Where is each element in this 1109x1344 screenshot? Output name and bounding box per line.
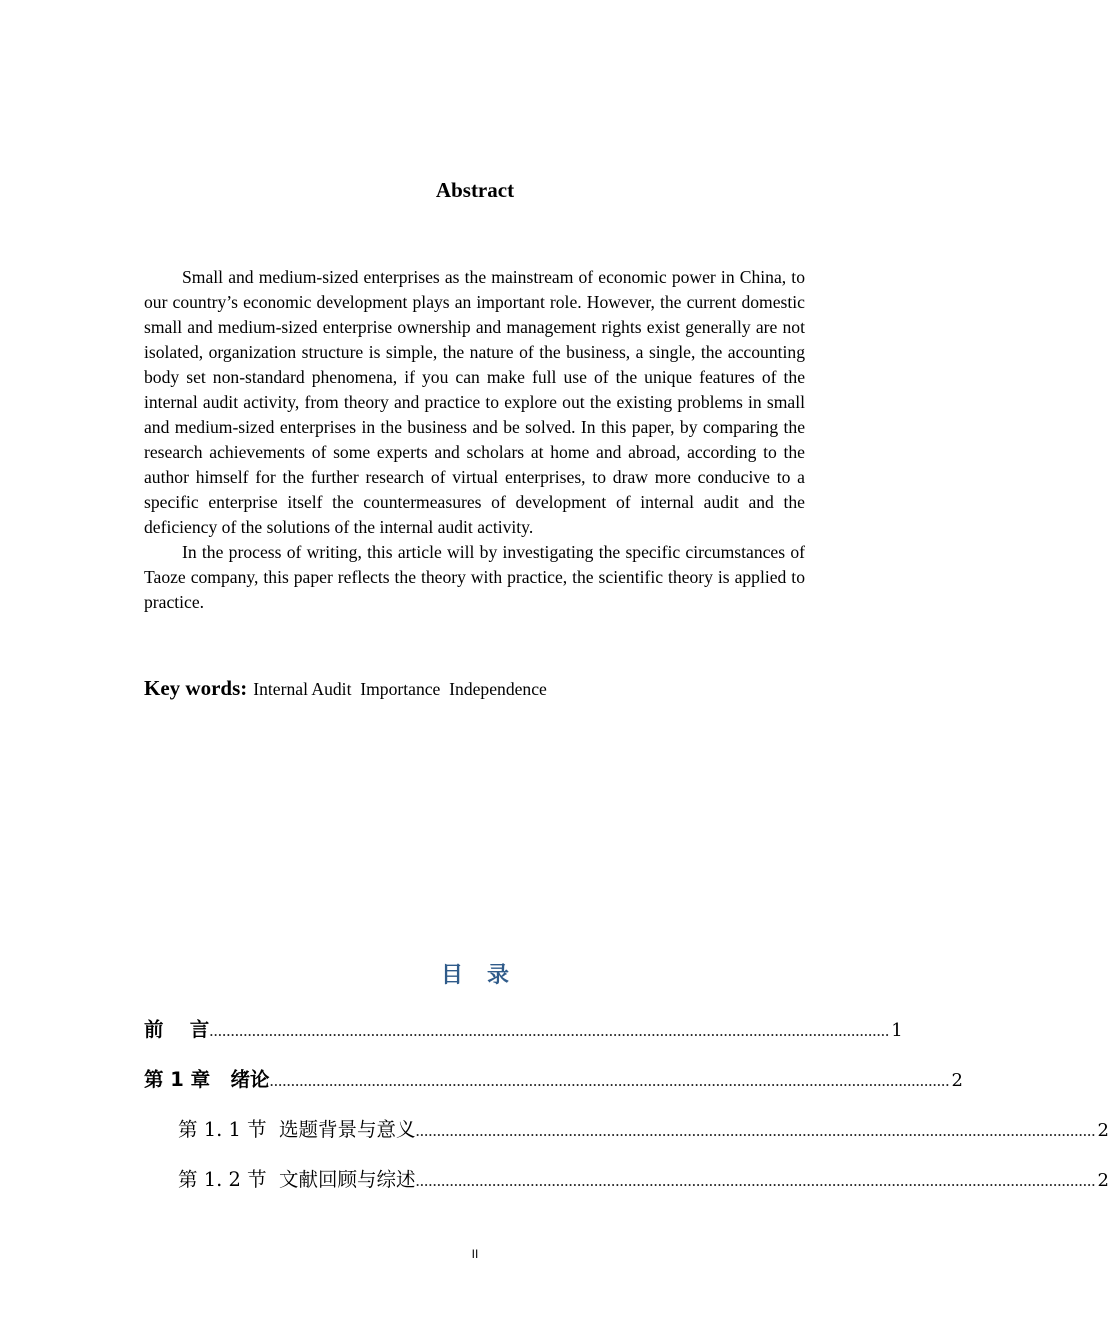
toc-entry[interactable] [178, 1115, 1109, 1145]
keywords-label: Key words: [144, 676, 248, 700]
toc-leader-dots: ................................................................................................................................................................ [269, 1071, 950, 1090]
toc-entry-label: 第 1 章 绪论 [144, 1068, 270, 1091]
page-number: II [471, 1247, 479, 1261]
toc-entry[interactable] [144, 1015, 903, 1045]
toc-leader-dots: ................................................................................................................................................................ [415, 1121, 1096, 1140]
toc-entry[interactable] [144, 1065, 963, 1095]
abstract-body [144, 265, 805, 615]
abstract-title: Abstract [435, 178, 515, 202]
toc-entry-page: 1 [891, 1020, 903, 1041]
keywords-value: Internal Audit Importance Independence [253, 679, 547, 699]
toc-entry-label: 第 1. 2 节 文献回顾与综述 [178, 1168, 416, 1191]
toc-entry-label: 前 言 [144, 1018, 210, 1041]
toc-entry-page: 2 [1097, 1120, 1109, 1141]
abstract-paragraph: In the process of writing, this article will by investigating the specific circumstances of Taoze company, this paper reflects the theory with practice, the scientific theory is applied to practice. [144, 542, 805, 612]
toc-entry-label: 第 1. 1 节 选题背景与意义 [178, 1118, 416, 1141]
toc-leader-dots: ................................................................................................................................................................ [209, 1021, 890, 1040]
toc-entry[interactable] [178, 1165, 1109, 1195]
toc-title: 目录 [440, 963, 533, 988]
keywords-line [144, 673, 805, 706]
abstract-paragraph: Small and medium-sized enterprises as the mainstream of economic power in China, to our country’s economic development plays an important role. However, the current domestic small and medium-sized enterprise ownership and management rights exist generally are not isolated, organization structure is simple, the nature of the business, a single, the accounting body set non-standard phenomena, if you can make full use of the unique features of the internal audit activity, from theory and practice to explore out the existing problems in small and medium-sized enterprises in the business and be solved. In this paper, by comparing the research achievements of some experts and scholars at home and abroad, according to the author himself for the further research of virtual enterprises, to draw more conducive to a specific enterprise itself the countermeasures of development of internal audit and the deficiency of the solutions of the internal audit activity. [144, 267, 805, 537]
toc-entry-page: 2 [1097, 1170, 1109, 1191]
toc-entry-page: 2 [951, 1070, 963, 1091]
toc-leader-dots: ................................................................................................................................................................ [415, 1171, 1096, 1190]
